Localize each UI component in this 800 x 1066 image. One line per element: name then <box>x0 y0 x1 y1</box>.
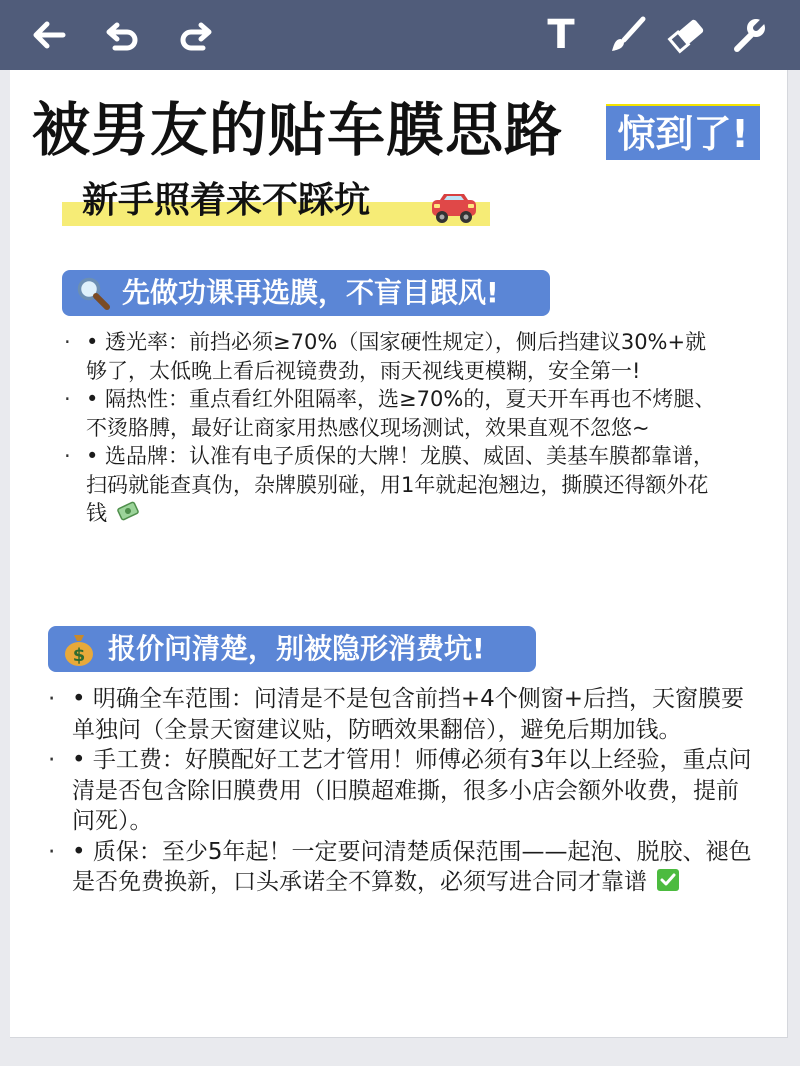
page-title: 被男友的贴车膜思路 <box>32 96 564 164</box>
section-1-heading <box>62 270 550 316</box>
magnifier-icon <box>74 274 112 312</box>
money-wings-icon <box>116 499 140 531</box>
section-1-heading-text: 先做功课再选膜，不盲目跟风! <box>122 276 499 309</box>
check-mark-icon <box>656 868 680 901</box>
note-page <box>10 70 788 1038</box>
editor-toolbar <box>0 0 800 70</box>
back-arrow-icon[interactable] <box>26 12 72 58</box>
list-item <box>48 837 752 901</box>
bullet-dot: · <box>64 444 71 468</box>
list-item <box>64 385 726 442</box>
subtitle: 新手照着来不踩坑 <box>82 180 371 221</box>
list-item-text: • 隔热性：重点看红外阻隔率，选≥70%的，夏天开车再也不烤腿、不烫胳膊，最好让商家用热感仪现场测试，效果直观不忽悠~ <box>86 387 716 440</box>
bullet-dot: · <box>64 387 71 411</box>
text-tool-icon[interactable] <box>538 12 584 58</box>
bullet-dot: · <box>48 747 56 773</box>
list-item-text: • 透光率：前挡必须≥70%（国家硬性规定），侧后挡建议30%+就够了，太低晚上看后视镜费劲，雨天视线更模糊，安全第一! <box>86 330 707 383</box>
list-item <box>48 684 752 745</box>
title-badge: 惊到了! <box>606 104 760 160</box>
list-item <box>64 442 726 531</box>
undo-icon[interactable] <box>100 12 146 58</box>
list-item-text: • 质保：至少5年起！一定要问清楚质保范围——起泡、脱胶、褪色是否免费换新，口头承诺全不算数，必须写进合同才靠谱 <box>72 838 752 895</box>
list-item-text: • 手工费：好膜配好工艺才管用！师傅必须有3年以上经验，重点问清是否包含除旧膜费用（旧膜超难撕，很多小店会额外收费，提前问死）。 <box>72 747 752 834</box>
list-item <box>48 745 752 837</box>
money-bag-icon <box>60 630 98 668</box>
section-2-heading <box>48 626 536 672</box>
brush-icon[interactable] <box>604 12 650 58</box>
wrench-icon[interactable] <box>726 12 772 58</box>
section-2-list <box>48 684 752 901</box>
list-item-text: • 选品牌：认准有电子质保的大牌！龙膜、威固、美基车膜都靠谱，扫码就能查真伪，杂牌膜别碰，用1年就起泡翘边，撕膜还得额外花钱 <box>86 444 715 525</box>
car-icon <box>430 192 478 230</box>
text-tool-label: T <box>547 12 575 58</box>
bullet-dot: · <box>48 838 56 865</box>
redo-icon[interactable] <box>172 12 218 58</box>
bullet-dot: · <box>64 330 71 354</box>
section-2-heading-text: 报价问清楚，别被隐形消费坑! <box>108 632 485 665</box>
list-item-text: • 明确全车范围：问清是不是包含前挡+4个侧窗+后挡，天窗膜要单独问（全景天窗建议贴，防晒效果翻倍），避免后期加钱。 <box>72 686 745 743</box>
bullet-dot: · <box>48 686 56 712</box>
svg-text:$: $ <box>72 645 86 666</box>
section-1-list <box>64 328 726 531</box>
list-item <box>64 328 726 385</box>
eraser-icon[interactable] <box>664 12 710 58</box>
